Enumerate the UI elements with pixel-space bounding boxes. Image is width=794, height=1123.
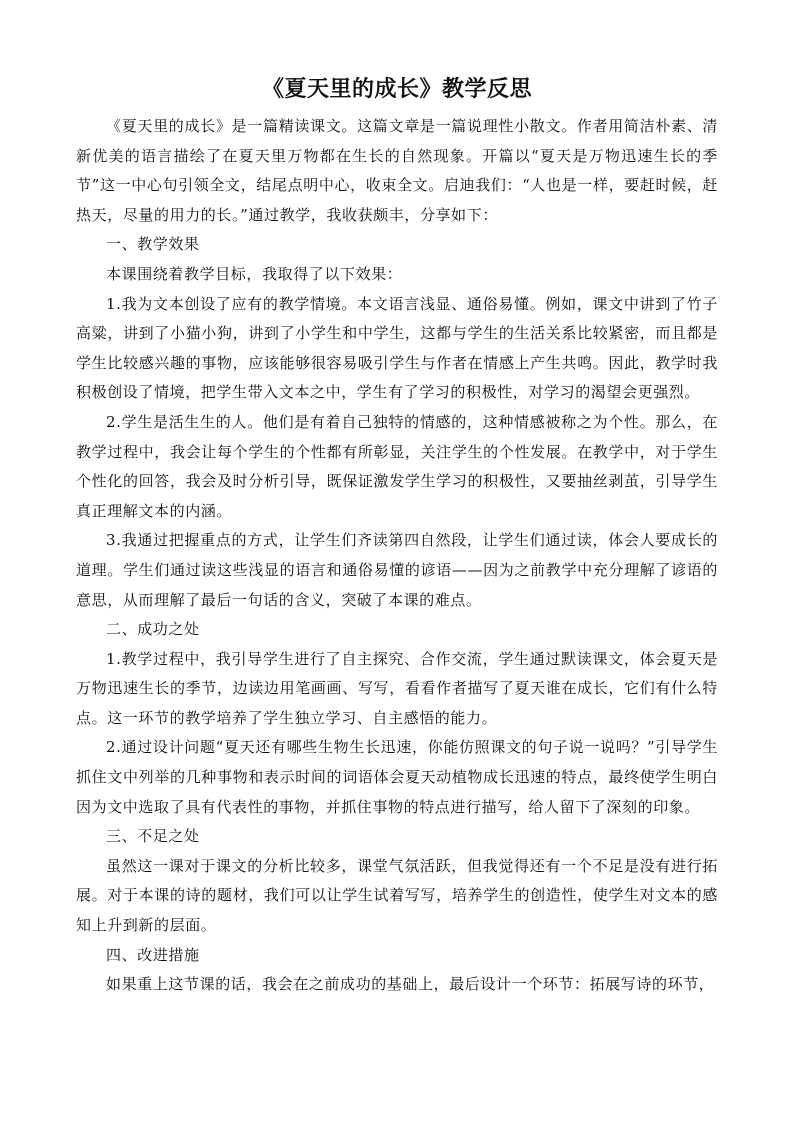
body-paragraph: 2.学生是活生生的人。他们是有着自己独特的情感的，这种情感被称之为个性。那么，在教学过程中，我会让每个学生的个性都有所彰显，关注学生的个性发展。在教学中，对于学生个性化的回答，我会及时分析引导，既保证激发学生学习的积极性，又要抽丝剥茧，引导学生真正理解文本的内涵。 bbox=[76, 412, 718, 520]
body-paragraph: 1.我为文本创设了应有的教学情境。本文语言浅显、通俗易懂。例如，课文中讲到了竹子高粱，讲到了小猫小狗，讲到了小学生和中学生，这都与学生的生活关系比较紧密，而且都是学生比较感兴趣的事物，应该能够很容易吸引学生与作者在情感上产生共鸣。因此，教学时我积极创设了情境，把学生带入文本之中，学生有了学习的积极性，对学习的渴望会更强烈。 bbox=[76, 294, 718, 402]
body-paragraph: 1.教学过程中，我引导学生进行了自主探究、合作交流，学生通过默读课文，体会夏天是万物迅速生长的季节，边读边用笔画画、写写，看看作者描写了夏天谁在成长，它们有什么特点。这一环节的教学培养了学生独立学习、自主感悟的能力。 bbox=[76, 649, 718, 727]
body-paragraph: 虽然这一课对于课文的分析比较多，课堂气氛活跃，但我觉得还有一个不足是没有进行拓展。对于本课的诗的题材，我们可以让学生试着写写，培养学生的创造性，使学生对文本的感知上升到新的层面。 bbox=[76, 856, 718, 935]
section-heading-teaching-effect: 一、教学效果 bbox=[106, 235, 200, 254]
section-heading-improvements: 四、改进措施 bbox=[106, 945, 200, 964]
section-heading-success: 二、成功之处 bbox=[106, 620, 200, 639]
section-heading-shortcomings: 三、不足之处 bbox=[106, 827, 200, 846]
body-paragraph: 如果重上这节课的话，我会在之前成功的基础上，最后设计一个环节：拓展写诗的环节， bbox=[106, 975, 715, 994]
document-title: 《夏天里的成长》教学反思 bbox=[261, 76, 532, 102]
body-paragraph: 3.我通过把握重点的方式，让学生们齐读第四自然段，让学生们通过读，体会人要成长的道理。学生们通过读这些浅显的语言和通俗易懂的谚语——因为之前教学中充分理解了谚语的意思，从而理解了最后一句话的含义，突破了本课的难点。 bbox=[76, 531, 718, 609]
intro-paragraph: 《夏天里的成长》是一篇精读课文。这篇文章是一篇说理性小散文。作者用简洁朴素、清新优美的语言描绘了在夏天里万物都在生长的自然现象。开篇以“夏天是万物迅速生长的季节”这一中心句引领全文，结尾点明中心，收束全文。启迪我们：“人也是一样，要赶时候，赶热天，尽量的用力的长。”通过教学，我收获颇丰，分享如下： bbox=[76, 117, 718, 224]
body-paragraph: 2.通过设计问题“夏天还有哪些生物生长迅速，你能仿照课文的句子说一说吗？”引导学生抓住文中列举的几种事物和表示时间的词语体会夏天动植物成长迅速的特点，最终使学生明白因为文中选取了具有代表性的事物，并抓住事物的特点进行描写，给人留下了深刻的印象。 bbox=[76, 738, 718, 816]
body-paragraph: 本课围绕着教学目标，我取得了以下效果： bbox=[106, 264, 403, 283]
document-body bbox=[76, 112, 718, 1000]
